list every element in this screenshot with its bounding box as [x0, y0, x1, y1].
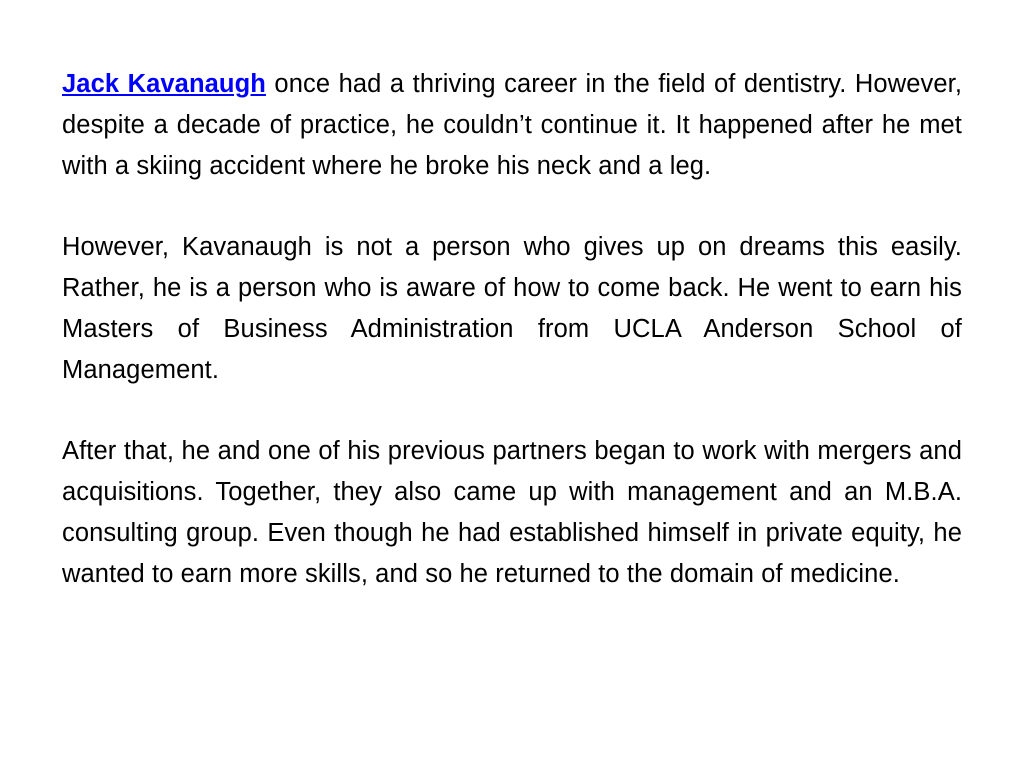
jack-kavanaugh-link[interactable]: Jack Kavanaugh: [62, 70, 266, 98]
paragraph-3-text: After that, he and one of his previous partners began to work with mergers and acquisitions. Together, they also came up with management and an M.B.A. consulting group. Even though he had established himself in private equity, he wanted to earn more skills, and so he returned to the domain of medicine.: [62, 437, 962, 588]
paragraph-2: [62, 227, 962, 391]
paragraph-1-text: once had a thriving career in the field of dentistry. However, despite a decade of practice, he couldn’t continue it. It happened after he met with a skiing accident where he broke his neck and a leg.: [62, 70, 962, 180]
paragraph-1: [62, 64, 962, 187]
slide-content: [62, 64, 962, 635]
paragraph-2-text: However, Kavanaugh is not a person who gives up on dreams this easily. Rather, he is a person who is aware of how to come back. He went to earn his Masters of Business Administration from UCLA Anderson School of Management.: [62, 233, 962, 384]
paragraph-3: [62, 431, 962, 595]
